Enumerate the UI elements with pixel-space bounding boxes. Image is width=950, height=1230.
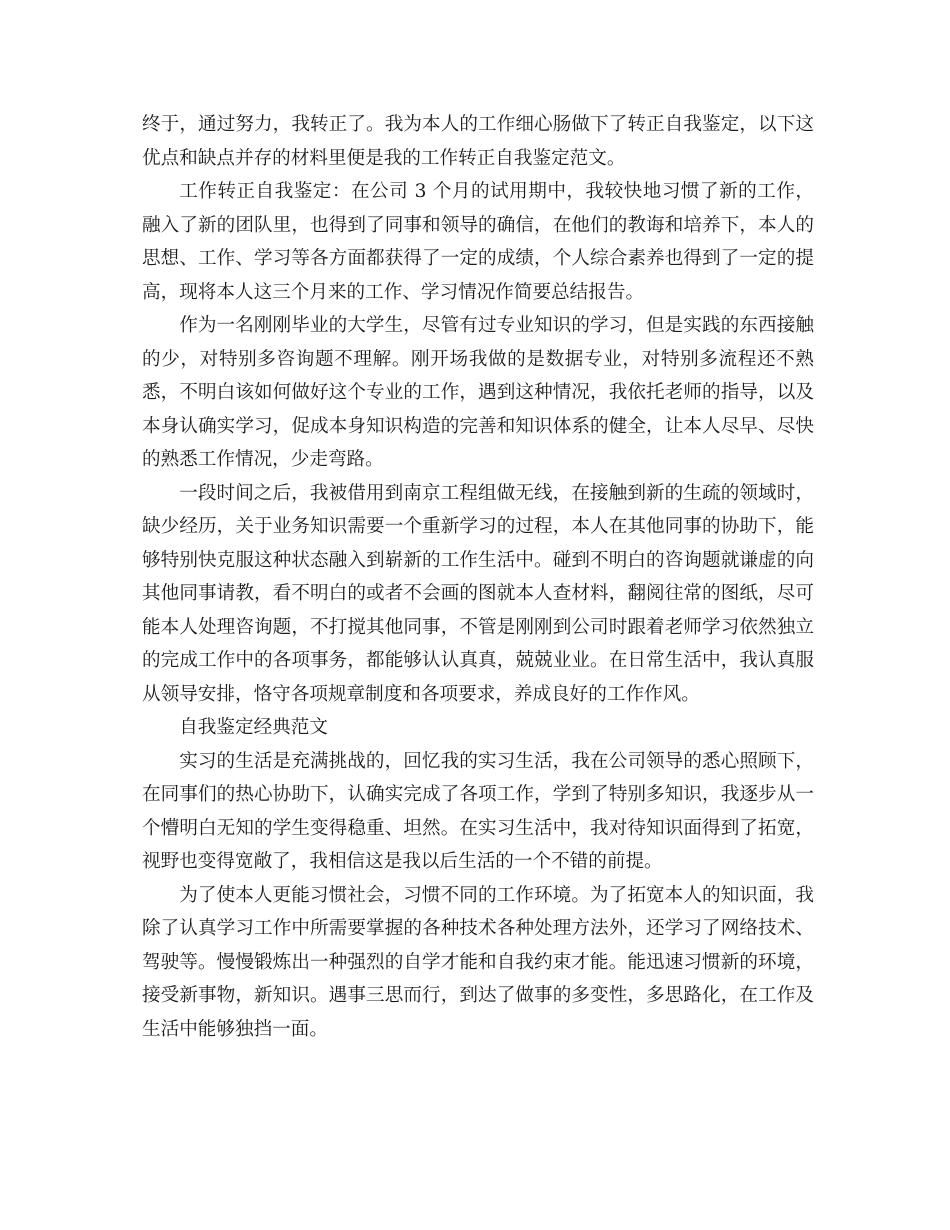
document-body bbox=[142, 108, 814, 1046]
paragraph-probation-summary: 工作转正自我鉴定：在公司 3 个月的试用期中，我较快地习惯了新的工作，融入了新的团队里，也得到了同事和领导的确信，在他们的教诲和培养下，本人的思想、工作、学习等各方面都获得了一定的成绩，个人综合素养也得到了一定的提高，现将本人这三个月来的工作、学习情况作简要总结报告。 bbox=[142, 181, 814, 303]
paragraph-self-improvement: 为了使本人更能习惯社会，习惯不同的工作环境。为了拓宽本人的知识面，我除了认真学习工作中所需要掌握的各种技术各种处理方法外，还学习了网络技术、驾驶等。慢慢锻炼出一种强烈的自学才能和自我约束才能。能迅速习惯新的环境，接受新事物，新知识。遇事三思而行，到达了做事的多变性，多思路化，在工作及生活中能够独挡一面。 bbox=[142, 884, 814, 1040]
section-heading: 自我鉴定经典范文 bbox=[179, 717, 328, 738]
paragraph-graduate-experience: 作为一名刚刚毕业的大学生，尽管有过专业知识的学习，但是实践的东西接触的少，对特别多咨询题不理解。刚开场我做的是数据专业，对特别多流程还不熟悉，不明白该如何做好这个专业的工作，遇到这种情况，我依托老师的指导，以及本身认确实学习，促成本身知识构造的完善和知识体系的健全，让本人尽早、尽快的熟悉工作情况，少走弯路。 bbox=[142, 315, 814, 470]
paragraph-internship: 实习的生活是充满挑战的，回忆我的实习生活，我在公司领导的悉心照顾下，在同事们的热心协助下，认确实完成了各项工作，学到了特别多知识，我逐步从一个懵明白无知的学生变得稳重、坦然。在实习生活中，我对待知识面得到了拓宽，视野也变得宽敞了，我相信这是我以后生活的一个不错的前提。 bbox=[142, 750, 814, 872]
paragraph-nanjing-work: 一段时间之后，我被借用到南京工程组做无线，在接触到新的生疏的领域时，缺少经历，关于业务知识需要一个重新学习的过程，本人在其他同事的协助下，能够特别快克服这种状态融入到崭新的工作生活中。碰到不明白的咨询题就谦虚的向其他同事请教，看不明白的或者不会画的图就本人查材料，翻阅往常的图纸，尽可能本人处理咨询题，不打搅其他同事，不管是刚刚到公司时跟着老师学习依然独立的完成工作中的各项事务，都能够认认真真，兢兢业业。在日常生活中，我认真服从领导安排，恪守各项规章制度和各项要求，养成良好的工作作风。 bbox=[142, 482, 814, 705]
paragraph-intro: 终于，通过努力，我转正了。我为本人的工作细心肠做下了转正自我鉴定，以下这优点和缺点并存的材料里便是我的工作转正自我鉴定范文。 bbox=[142, 114, 814, 169]
